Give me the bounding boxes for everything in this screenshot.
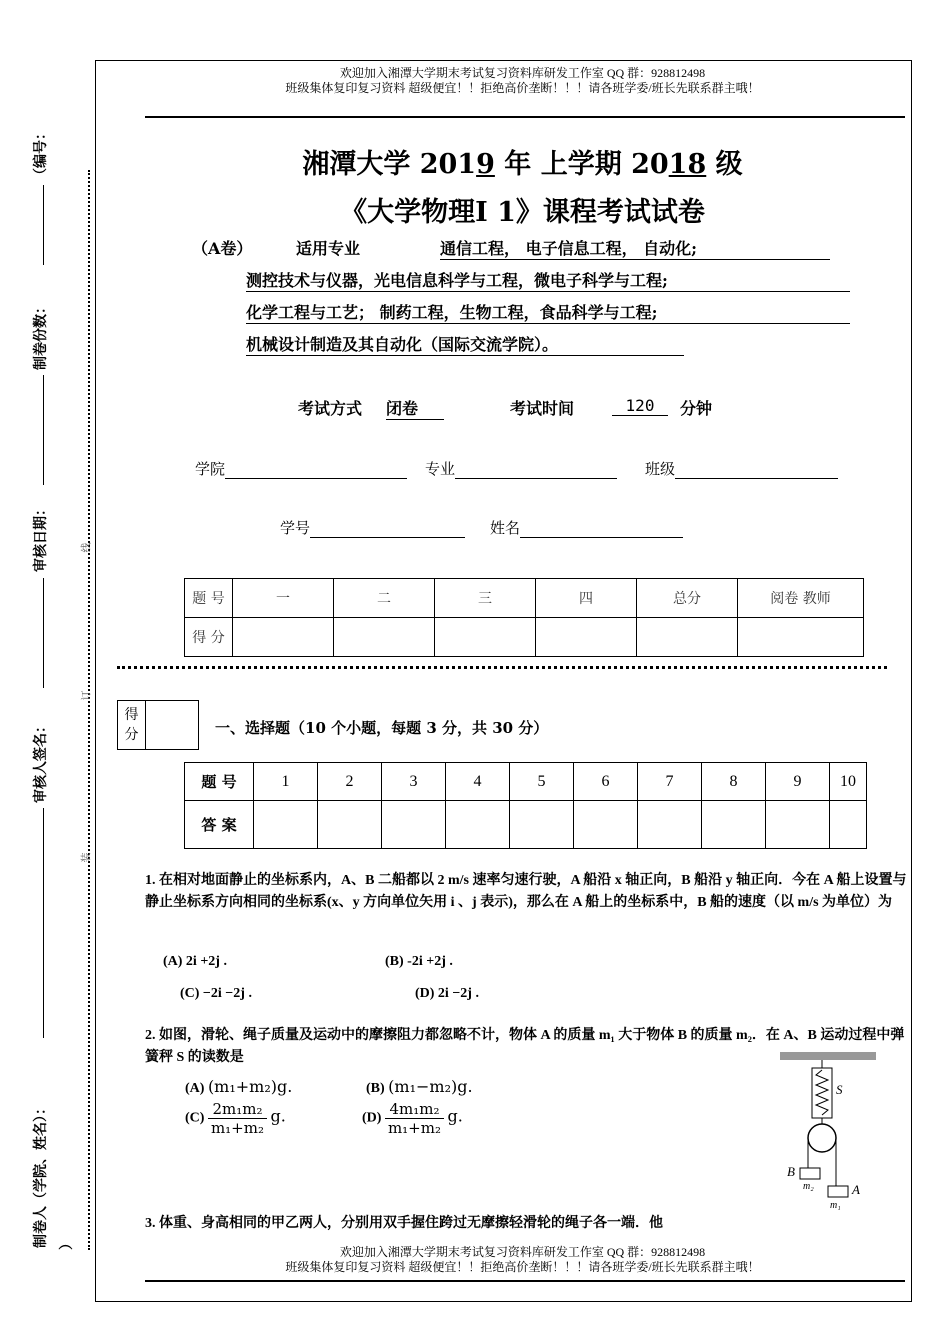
question-2-text: 2. 如图，滑轮、绳子质量及运动中的摩擦阻力都忽略不计，物体 A 的质量 m₁ 大于物体 B 的质量 m₂．在 A、B 运动过程中弹簧秤 S 的读数是 — [145, 1028, 905, 1065]
q2-option-a: (A) (m₁+m₂)g. — [185, 1077, 293, 1096]
answer-table: 题 号 1 2 3 4 5 6 7 8 9 10 答 案 — [184, 762, 867, 849]
exam-time-value: 120 — [612, 396, 668, 416]
notice-line2: 班级集体复印复习资料 超级便宜！！拒绝高价垄断！！！请各班学委/班长先联系群主哦！ — [285, 1260, 760, 1274]
exam-title-line2: 《大学物理Ⅰ 1》课程考试试卷 — [340, 197, 705, 228]
question-3-text: 3. 体重、身高相同的甲乙两人，分别用双手握住跨过无摩擦轻滑轮的绳子各一端．他 — [145, 1216, 663, 1231]
exam-time-label: 考试时间 — [510, 399, 575, 418]
student-id-input[interactable] — [310, 521, 465, 538]
block-b-label: B — [787, 1164, 795, 1179]
class-input[interactable] — [675, 462, 838, 479]
q1-option-b: (B) -2i +2j . — [385, 954, 453, 969]
question-1-text: 1. 在相对地面静止的坐标系内，A、B 二船都以 2 m/s 速率匀速行驶，A 船沿 x 轴正向，B 船沿 y 轴正向．今在 A 船上设置与静止坐标系方向相同的坐标系(x、y 方向单位矢用 i 、j 表示)，那么在 A 船上的坐标系中，B 船的速度（以 m/s 为单位）为 — [145, 873, 907, 910]
majors-line3: 化学工程与工艺； 制药工程，生物工程，食品科学与工程; — [246, 300, 850, 324]
answer-cell[interactable] — [574, 801, 638, 849]
spring-label: S — [836, 1082, 843, 1097]
exam-title-line1: 湘潭大学 2019 年 上学期 2018 级 — [302, 149, 743, 180]
block-a-label: A — [852, 1182, 860, 1197]
score-row2-label: 得 分 — [185, 618, 233, 657]
bottom-notice — [95, 1245, 950, 1275]
side-label-maker: 制卷人（学院、姓名）： — [33, 1101, 49, 1248]
major-input[interactable] — [455, 462, 617, 479]
q1-option-a: (A) 2i +2j . — [163, 954, 227, 969]
score-cell[interactable] — [334, 618, 435, 657]
notice-line2: 班级集体复印复习资料 超级便宜！！拒绝高价垄断！！！请各班学委/班长先联系群主哦！ — [285, 81, 760, 95]
answer-row2-label: 答 案 — [185, 801, 254, 849]
answer-row1-label: 题 号 — [185, 763, 254, 801]
top-rule — [145, 116, 905, 118]
side-line — [43, 578, 44, 688]
answer-cell[interactable] — [382, 801, 446, 849]
major-field: 专业 — [425, 458, 617, 479]
side-line — [43, 375, 44, 485]
score-row1-label: 题 号 — [185, 579, 233, 618]
majors-line4: 机械设计制造及其自动化（国际交流学院）。 — [246, 332, 684, 356]
side-line — [43, 185, 44, 265]
binding-mark-ding: 订 — [81, 690, 93, 701]
block-b-mass: m₂ — [803, 1181, 814, 1192]
side-label-copies: 制卷份数： — [33, 300, 49, 370]
section-grade-box — [117, 700, 199, 750]
answer-cell[interactable] — [766, 801, 830, 849]
answer-cell[interactable] — [702, 801, 766, 849]
block-a-mass: m₁ — [830, 1200, 841, 1211]
side-label-reviewer: 审核人签名： — [33, 719, 49, 803]
student-id-field: 学号 — [280, 517, 465, 538]
grade-label: 得 分 — [118, 701, 146, 749]
college-field: 学院 — [195, 458, 407, 479]
majors-line2: 测控技术与仪器，光电信息科学与工程，微电子科学与工程; — [246, 268, 850, 292]
major-label: 适用专业 — [296, 239, 361, 258]
answer-cell[interactable] — [510, 801, 574, 849]
name-input[interactable] — [520, 521, 683, 538]
side-label-number: （编号： — [33, 126, 49, 182]
name-field: 姓名 — [490, 517, 683, 538]
cut-dotted-line — [117, 666, 887, 669]
class-field: 班级 — [645, 458, 838, 479]
score-cell[interactable] — [738, 618, 864, 657]
exam-mode-value: 闭卷 — [386, 396, 444, 420]
pulley-figure — [780, 1052, 880, 1212]
side-label-review-date: 审核日期： — [33, 502, 49, 572]
q2-option-d: (D) $\frac{\text{4m₁m₂}}{\text{m₁+m₂}}$ g. — [362, 1100, 463, 1137]
answer-cell[interactable] — [446, 801, 510, 849]
block-b — [800, 1168, 820, 1179]
block-a — [828, 1186, 848, 1197]
spring — [816, 1070, 828, 1115]
exam-mode-label: 考试方式 — [298, 399, 363, 418]
pulley-wheel — [808, 1124, 836, 1152]
q1-option-d: (D) 2i −2j . — [415, 986, 479, 1001]
exam-time-unit: 分钟 — [680, 399, 713, 418]
side-label-close: ） — [59, 1236, 75, 1250]
ceiling — [780, 1052, 876, 1060]
top-notice — [95, 66, 950, 96]
answer-cell[interactable] — [318, 801, 382, 849]
bottom-rule — [145, 1280, 905, 1282]
section1-title: 一、选择题（10 个小题，每题 3 分，共 30 分） — [215, 719, 549, 737]
binding-dotted-line — [88, 170, 90, 1250]
q2-option-c: (C) $\frac{\text{2m₁m₂}}{\text{m₁+m₂}}$ g. — [185, 1100, 286, 1137]
q1-option-c: (C) −2i −2j . — [180, 986, 252, 1001]
notice-line1: 欢迎加入湘潭大学期末考试复习资料库研发工作室 QQ 群：928812498 — [339, 66, 706, 80]
notice-line1: 欢迎加入湘潭大学期末考试复习资料库研发工作室 QQ 群：928812498 — [339, 1245, 706, 1259]
college-input[interactable] — [225, 462, 407, 479]
majors-line1: 通信工程， 电子信息工程， 自动化; — [440, 236, 830, 260]
score-cell[interactable] — [435, 618, 536, 657]
score-cell[interactable] — [233, 618, 334, 657]
score-table: 题 号 一 二 三 四 总分 阅卷 教师 得 分 — [184, 578, 864, 657]
side-line — [43, 808, 44, 1038]
score-cell[interactable] — [637, 618, 738, 657]
paper-type: （A卷） — [192, 239, 253, 258]
score-cell[interactable] — [536, 618, 637, 657]
answer-cell[interactable] — [254, 801, 318, 849]
answer-cell[interactable] — [830, 801, 867, 849]
q2-option-b: (B) (m₁−m₂)g. — [366, 1077, 473, 1096]
binding-mark-zhuang: 装 — [81, 852, 93, 863]
binding-mark-line: 线 — [81, 542, 93, 553]
answer-cell[interactable] — [638, 801, 702, 849]
